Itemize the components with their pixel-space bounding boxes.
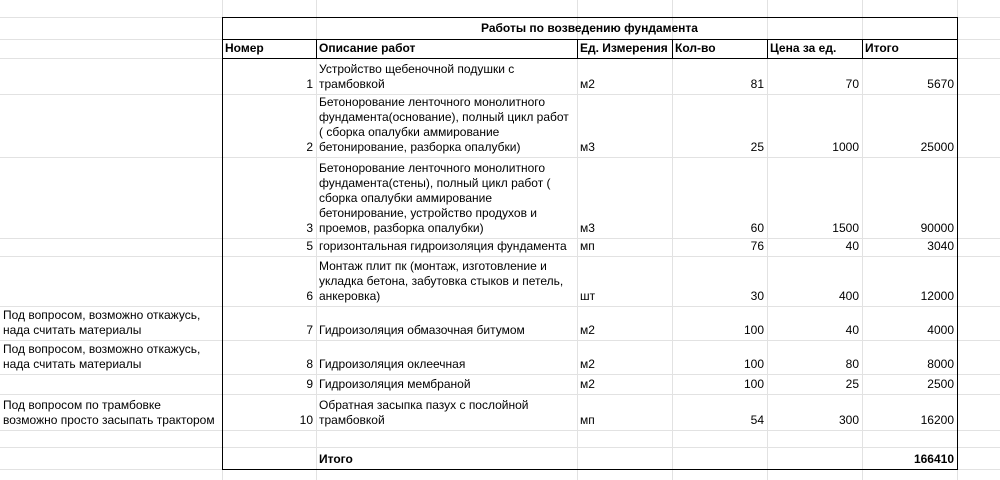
table-title-text: Работы по возведению фундамента	[481, 20, 698, 35]
number-cell[interactable]	[222, 374, 316, 394]
header-number[interactable]	[222, 39, 316, 58]
note-cell[interactable]	[0, 256, 222, 306]
note-cell[interactable]	[0, 374, 222, 394]
number-cell-text: 6	[306, 289, 313, 303]
price-cell-text: 300	[838, 413, 859, 427]
description-cell-text: Бетонорование ленточного монолитного фундамента(основание), полный цикл работ ( сборка опалубки аммирование бетонирование, разборка опалубки)	[319, 95, 569, 154]
header-column-divider	[577, 39, 578, 58]
description-cell-text: Гидроизоляция мембраной	[319, 377, 471, 391]
header-unit-text: Ед. Измерения	[580, 41, 668, 55]
total-cell-text: 25000	[920, 140, 954, 154]
quantity-cell[interactable]	[672, 374, 767, 394]
price-cell[interactable]	[767, 238, 862, 256]
grid-row-line	[0, 469, 1000, 470]
description-cell[interactable]	[316, 306, 577, 340]
unit-cell[interactable]	[577, 58, 672, 94]
unit-cell[interactable]	[577, 238, 672, 256]
total-cell-text: 90000	[920, 221, 954, 235]
quantity-cell-text: 76	[750, 239, 764, 253]
unit-cell[interactable]	[577, 157, 672, 238]
price-cell[interactable]	[767, 157, 862, 238]
note-cell[interactable]	[0, 394, 222, 430]
total-cell-text: 3040	[927, 239, 954, 253]
description-cell-text: горизонтальная гидроизоляция фундамента	[319, 239, 567, 253]
unit-cell-text: мп	[580, 413, 595, 427]
unit-cell-text: м3	[580, 221, 595, 235]
price-cell[interactable]	[767, 306, 862, 340]
number-cell[interactable]	[222, 256, 316, 306]
description-cell[interactable]	[316, 374, 577, 394]
note-cell[interactable]	[0, 58, 222, 94]
quantity-cell-text: 30	[750, 289, 764, 303]
quantity-cell[interactable]	[672, 306, 767, 340]
header-column-divider	[316, 39, 317, 58]
number-cell-text: 5	[306, 239, 313, 253]
description-cell[interactable]	[316, 238, 577, 256]
number-cell[interactable]	[222, 58, 316, 94]
header-description-text: Описание работ	[319, 41, 416, 55]
unit-cell[interactable]	[577, 394, 672, 430]
unit-cell[interactable]	[577, 306, 672, 340]
note-cell-text: Под вопросом, возможно откажусь, нада считать материалы	[3, 308, 201, 337]
unit-cell-text: м3	[580, 140, 595, 154]
total-cell[interactable]	[862, 94, 957, 157]
note-cell[interactable]	[0, 306, 222, 340]
table-title[interactable]	[222, 17, 957, 39]
header-column-divider	[862, 39, 863, 58]
unit-cell[interactable]	[577, 374, 672, 394]
number-cell-text: 10	[299, 413, 313, 427]
quantity-cell-text: 60	[750, 221, 764, 235]
unit-cell-text: м2	[580, 77, 595, 91]
price-cell-text: 25	[845, 377, 859, 391]
total-cell[interactable]	[862, 256, 957, 306]
header-number-text: Номер	[225, 41, 264, 55]
summary-label[interactable]	[316, 447, 577, 469]
description-cell-text: Гидроизоляция оклеечная	[319, 357, 466, 371]
unit-cell-text: м2	[580, 357, 595, 371]
summary-total-text: 166410	[913, 452, 954, 466]
description-cell[interactable]	[316, 58, 577, 94]
summary-label-text: Итого	[319, 452, 353, 466]
unit-cell-text: мп	[580, 239, 595, 253]
header-unit[interactable]	[577, 39, 672, 58]
number-cell[interactable]	[222, 306, 316, 340]
price-cell[interactable]	[767, 94, 862, 157]
price-cell[interactable]	[767, 256, 862, 306]
price-cell-text: 70	[845, 77, 859, 91]
quantity-cell[interactable]	[672, 58, 767, 94]
unit-cell-text: шт	[580, 289, 596, 303]
price-cell-text: 40	[845, 323, 859, 337]
unit-cell-text: м2	[580, 323, 595, 337]
summary-total[interactable]	[862, 447, 957, 469]
total-cell-text: 5670	[927, 77, 954, 91]
unit-cell[interactable]	[577, 340, 672, 374]
header-column-divider	[672, 39, 673, 58]
grid-row-line	[0, 430, 1000, 431]
quantity-cell[interactable]	[672, 238, 767, 256]
total-cell[interactable]	[862, 340, 957, 374]
number-cell[interactable]	[222, 94, 316, 157]
quantity-cell-text: 25	[750, 140, 764, 154]
note-cell-text: Под вопросом по трамбовке возможно просто засыпать трактором	[3, 398, 215, 427]
header-total-text: Итого	[865, 41, 899, 55]
note-cell[interactable]	[0, 340, 222, 374]
quantity-cell-text: 100	[743, 377, 764, 391]
unit-cell[interactable]	[577, 256, 672, 306]
description-cell[interactable]	[316, 394, 577, 430]
total-cell-text: 8000	[927, 357, 954, 371]
description-cell-text: Устройство щебеночной подушки с трамбовкой	[319, 62, 515, 91]
description-cell[interactable]	[316, 94, 577, 157]
description-cell-text: Обратная засыпка пазух с послойной трамбовкой	[319, 398, 529, 427]
number-cell-text: 1	[306, 77, 313, 91]
quantity-cell-text: 100	[743, 323, 764, 337]
price-cell[interactable]	[767, 394, 862, 430]
quantity-cell[interactable]	[672, 157, 767, 238]
number-cell-text: 7	[306, 323, 313, 337]
number-cell-text: 8	[306, 357, 313, 371]
total-cell[interactable]	[862, 394, 957, 430]
header-total[interactable]	[862, 39, 957, 58]
quantity-cell-text: 54	[750, 413, 764, 427]
description-cell-text: Бетонорование ленточного монолитного фундамента(стены), полный цикл работ ( сборка опалубки аммирование бетонирование, устройство продухов и проемов, разборка опалубки)	[319, 161, 551, 235]
number-cell[interactable]	[222, 238, 316, 256]
note-cell[interactable]	[0, 238, 222, 256]
number-cell-text: 3	[306, 221, 313, 235]
quantity-cell[interactable]	[672, 256, 767, 306]
total-cell[interactable]	[862, 374, 957, 394]
price-cell-text: 1000	[832, 140, 859, 154]
grid-column-line	[957, 0, 958, 480]
note-cell[interactable]	[0, 157, 222, 238]
quantity-cell[interactable]	[672, 94, 767, 157]
number-cell[interactable]	[222, 340, 316, 374]
price-cell-text: 40	[845, 239, 859, 253]
header-description[interactable]	[316, 39, 577, 58]
header-column-divider	[767, 39, 768, 58]
quantity-cell-text: 81	[750, 77, 764, 91]
header-quantity[interactable]	[672, 39, 767, 58]
number-cell-text: 9	[306, 377, 313, 391]
quantity-cell[interactable]	[672, 340, 767, 374]
quantity-cell[interactable]	[672, 394, 767, 430]
price-cell-text: 80	[845, 357, 859, 371]
number-cell[interactable]	[222, 157, 316, 238]
number-cell[interactable]	[222, 394, 316, 430]
number-cell-text: 2	[306, 140, 313, 154]
description-cell-text: Монтаж плит пк (монтаж, изготовление и укладка бетона, забутовка стыков и петель, анкеровка)	[319, 259, 564, 303]
header-price-text: Цена за ед.	[770, 41, 837, 55]
total-cell[interactable]	[862, 58, 957, 94]
unit-cell-text: м2	[580, 377, 595, 391]
header-price[interactable]	[767, 39, 862, 58]
quantity-cell-text: 100	[743, 357, 764, 371]
total-cell-text: 16200	[920, 413, 954, 427]
unit-cell[interactable]	[577, 94, 672, 157]
total-cell-text: 2500	[927, 377, 954, 391]
price-cell-text: 400	[838, 289, 859, 303]
title-divider	[222, 39, 957, 40]
note-cell-text: Под вопросом, возможно откажусь, нада считать материалы	[3, 342, 201, 371]
price-cell-text: 1500	[832, 221, 859, 235]
total-cell[interactable]	[862, 238, 957, 256]
header-quantity-text: Кол-во	[675, 41, 716, 55]
description-cell-text: Гидроизоляция обмазочная битумом	[319, 323, 525, 337]
price-cell[interactable]	[767, 374, 862, 394]
total-cell-text: 12000	[920, 289, 954, 303]
total-cell-text: 4000	[927, 323, 954, 337]
header-divider	[222, 58, 957, 59]
description-cell[interactable]	[316, 256, 577, 306]
description-cell[interactable]	[316, 340, 577, 374]
total-cell[interactable]	[862, 306, 957, 340]
price-cell[interactable]	[767, 58, 862, 94]
note-cell[interactable]	[0, 94, 222, 157]
total-cell[interactable]	[862, 157, 957, 238]
price-cell[interactable]	[767, 340, 862, 374]
description-cell[interactable]	[316, 157, 577, 238]
